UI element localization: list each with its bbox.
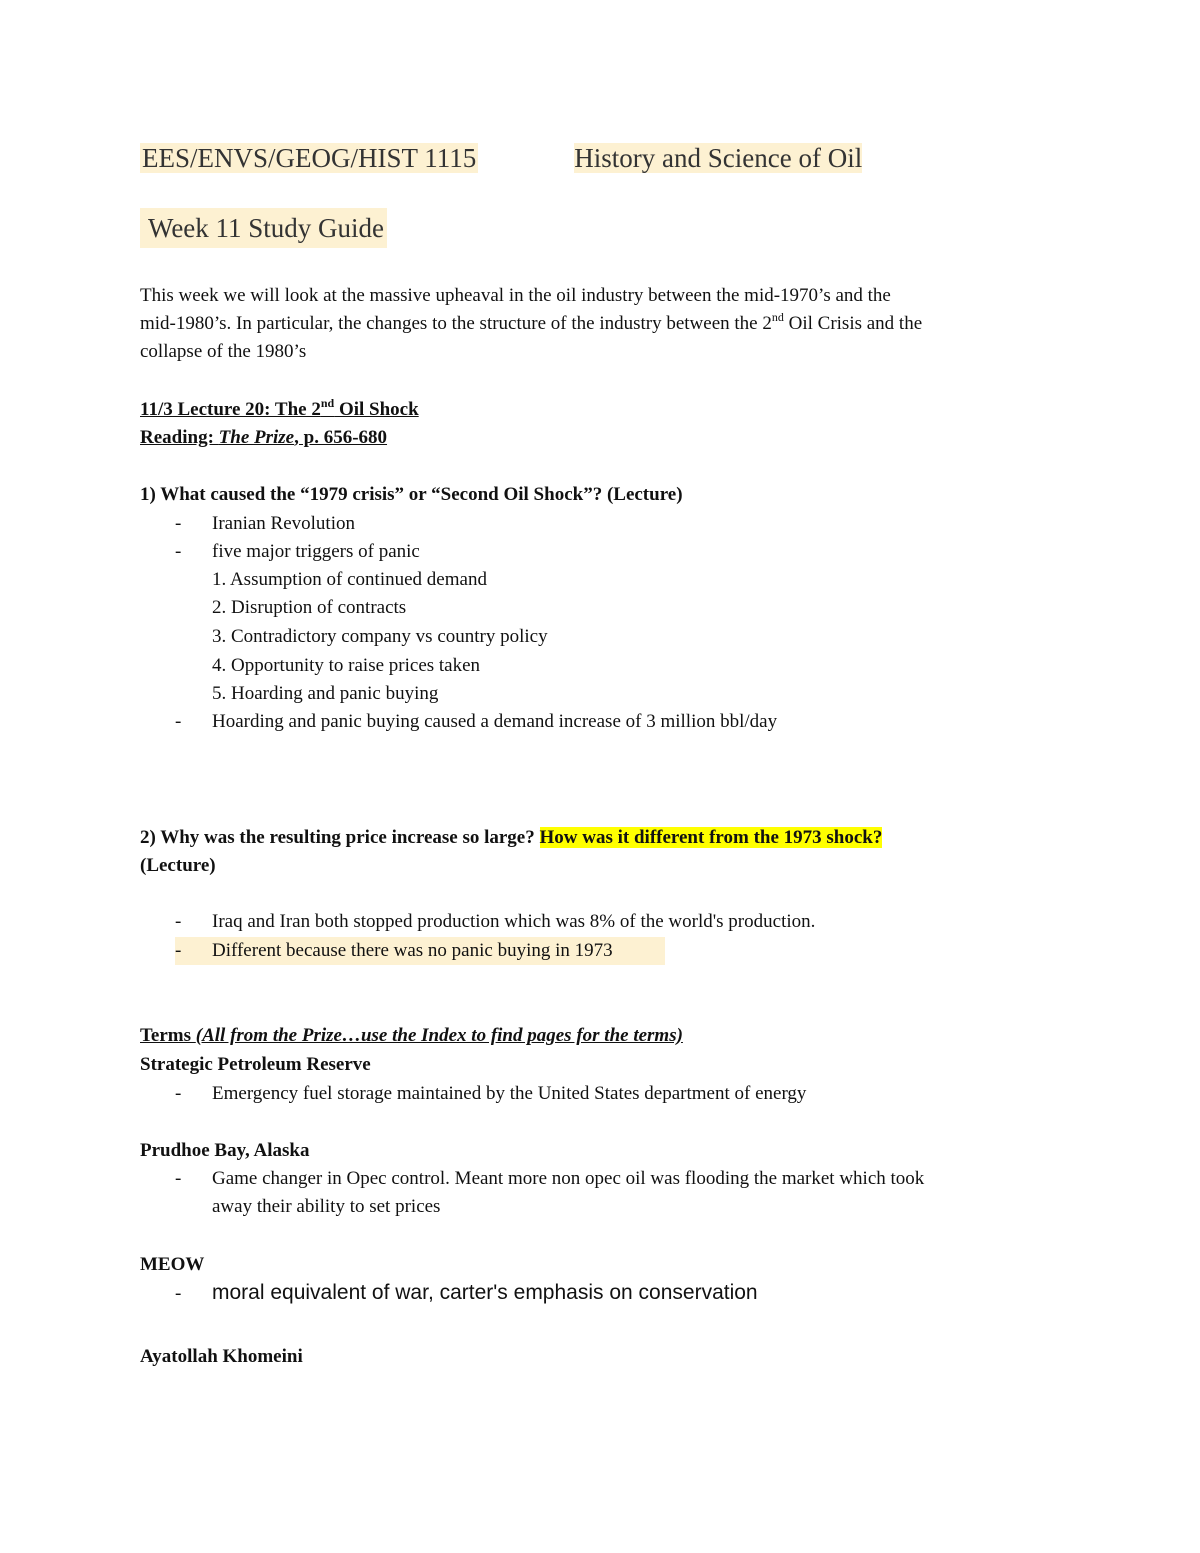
intro-line-3: collapse of the 1980’s — [140, 341, 307, 362]
q1-bullet-3: Hoarding and panic buying caused a demand increase of 3 million bbl/day — [212, 711, 778, 732]
term-title-4: Ayatollah Khomeini — [140, 1346, 303, 1367]
intro-line-1: This week we will look at the massive upheaval in the oil industry between the mid-1970’s and the — [140, 285, 891, 306]
term-bullet-2-line-1: Game changer in Opec control. Meant more non opec oil was flooding the market which took — [212, 1168, 925, 1189]
lecture-sup: nd — [320, 395, 335, 410]
term-title-3: MEOW — [140, 1254, 205, 1275]
term-bullet-3: moral equivalent of war, carter's emphasis on conservation — [212, 1281, 758, 1304]
course-title: History and Science of Oil — [574, 143, 863, 173]
bullet-dash: - — [175, 541, 182, 562]
week-title: Week 11 Study Guide — [140, 208, 387, 248]
bullet-dash: - — [175, 940, 182, 961]
bullet-dash: - — [175, 1283, 182, 1304]
terms-heading-b: (All from the Prize…use the Index to find pages for the terms) — [195, 1025, 683, 1046]
q1-numbered-4: 4. Opportunity to raise prices taken — [212, 655, 481, 676]
q1-numbered-3: 3. Contradictory company vs country policy — [212, 626, 548, 647]
intro-sup: nd — [771, 309, 784, 324]
q1-numbered-5: 5. Hoarding and panic buying — [212, 683, 439, 704]
question-2-highlight: How was it different from the 1973 shock? — [539, 827, 883, 848]
lecture-title-b: Oil Shock — [334, 399, 419, 420]
reading-line — [140, 424, 387, 453]
term-bullet-1: Emergency fuel storage maintained by the United States department of energy — [212, 1083, 807, 1104]
q1-bullet-1: Iranian Revolution — [212, 513, 355, 534]
course-code: EES/ENVS/GEOG/HIST 1115 — [142, 143, 477, 173]
question-2 — [140, 824, 882, 853]
reading-pages: , p. 656-680 — [294, 427, 388, 448]
q1-numbered-2: 2. Disruption of contracts — [212, 597, 407, 618]
course-header — [140, 140, 862, 176]
question-1: 1) What caused the “1979 crisis” or “Second Oil Shock”? (Lecture) — [140, 484, 683, 505]
bullet-dash: - — [175, 911, 182, 932]
intro-line-2 — [140, 310, 922, 339]
terms-heading-a: Terms — [140, 1025, 196, 1046]
q1-bullet-2: five major triggers of panic — [212, 541, 420, 562]
lecture-title-a: 11/3 Lecture 20: The 2 — [140, 399, 321, 420]
question-2-b: (Lecture) — [140, 855, 216, 876]
bullet-dash: - — [175, 513, 182, 534]
term-title-1: Strategic Petroleum Reserve — [140, 1054, 371, 1075]
intro-line-2-b: Oil Crisis and the — [783, 313, 923, 334]
term-bullet-2-line-2: away their ability to set prices — [212, 1196, 441, 1217]
terms-heading — [140, 1022, 683, 1051]
q2-bullet-2: Different because there was no panic buying in 1973 — [212, 940, 613, 961]
reading-label: Reading: — [140, 427, 219, 448]
bullet-dash: - — [175, 711, 182, 732]
lecture-title — [140, 396, 419, 425]
q2-bullet-1: Iraq and Iran both stopped production which was 8% of the world's production. — [212, 911, 816, 932]
question-2-a: 2) Why was the resulting price increase so large? — [140, 827, 540, 848]
q1-numbered-1: 1. Assumption of continued demand — [212, 569, 487, 590]
reading-book: The Prize — [218, 427, 295, 448]
term-title-2: Prudhoe Bay, Alaska — [140, 1140, 310, 1161]
bullet-dash: - — [175, 1083, 182, 1104]
intro-line-2-a: mid-1980’s. In particular, the changes to the structure of the industry between the 2 — [140, 313, 772, 334]
bullet-dash: - — [175, 1168, 182, 1189]
